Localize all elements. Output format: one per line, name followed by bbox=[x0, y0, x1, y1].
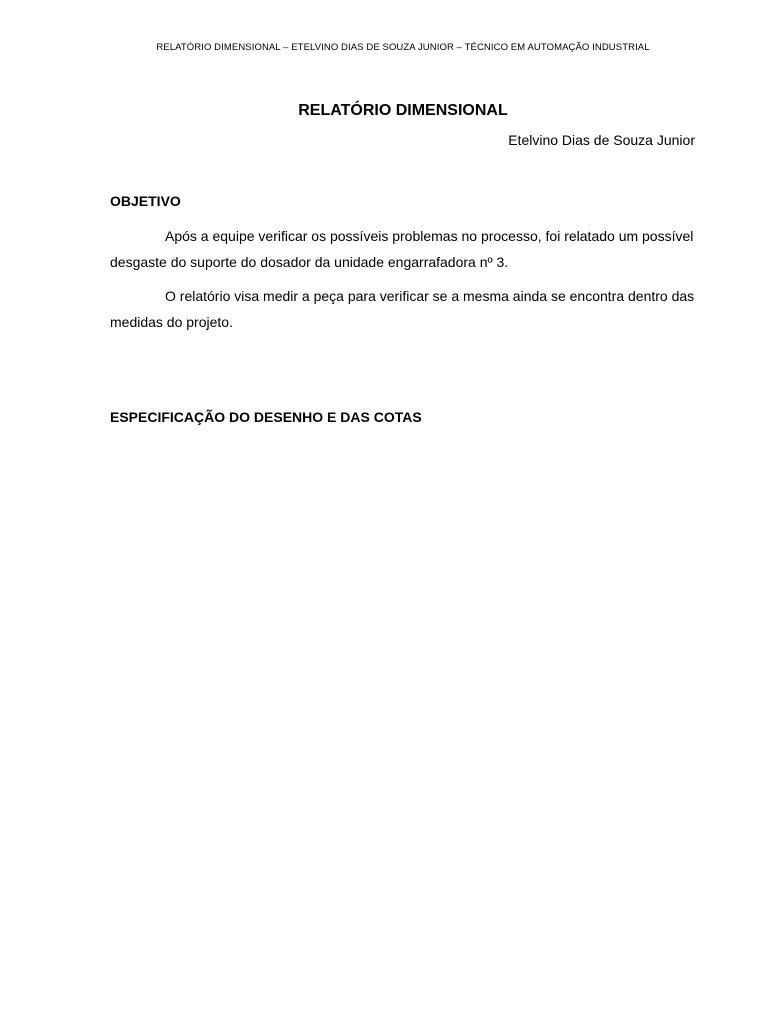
running-header: RELATÓRIO DIMENSIONAL – ETELVINO DIAS DE SOUZA JUNIOR – TÉCNICO EM AUTOMAÇÃO INDUSTRIAL bbox=[156, 42, 650, 53]
section-heading-especificacao: ESPECIFICAÇÃO DO DESENHO E DAS COTAS bbox=[110, 409, 422, 425]
objetivo-paragraph-2: O relatório visa medir a peça para verificar se a mesma ainda se encontra dentro das medidas do projeto. bbox=[110, 288, 695, 330]
document-author: Etelvino Dias de Souza Junior bbox=[508, 132, 695, 148]
objetivo-paragraph-1: Após a equipe verificar os possíveis problemas no processo, foi relatado um possível desgaste do suporte do dosador da unidade engarrafadora nº 3. bbox=[110, 228, 694, 270]
section-heading-objetivo: OBJETIVO bbox=[110, 193, 181, 209]
document-title: RELATÓRIO DIMENSIONAL bbox=[298, 102, 508, 119]
